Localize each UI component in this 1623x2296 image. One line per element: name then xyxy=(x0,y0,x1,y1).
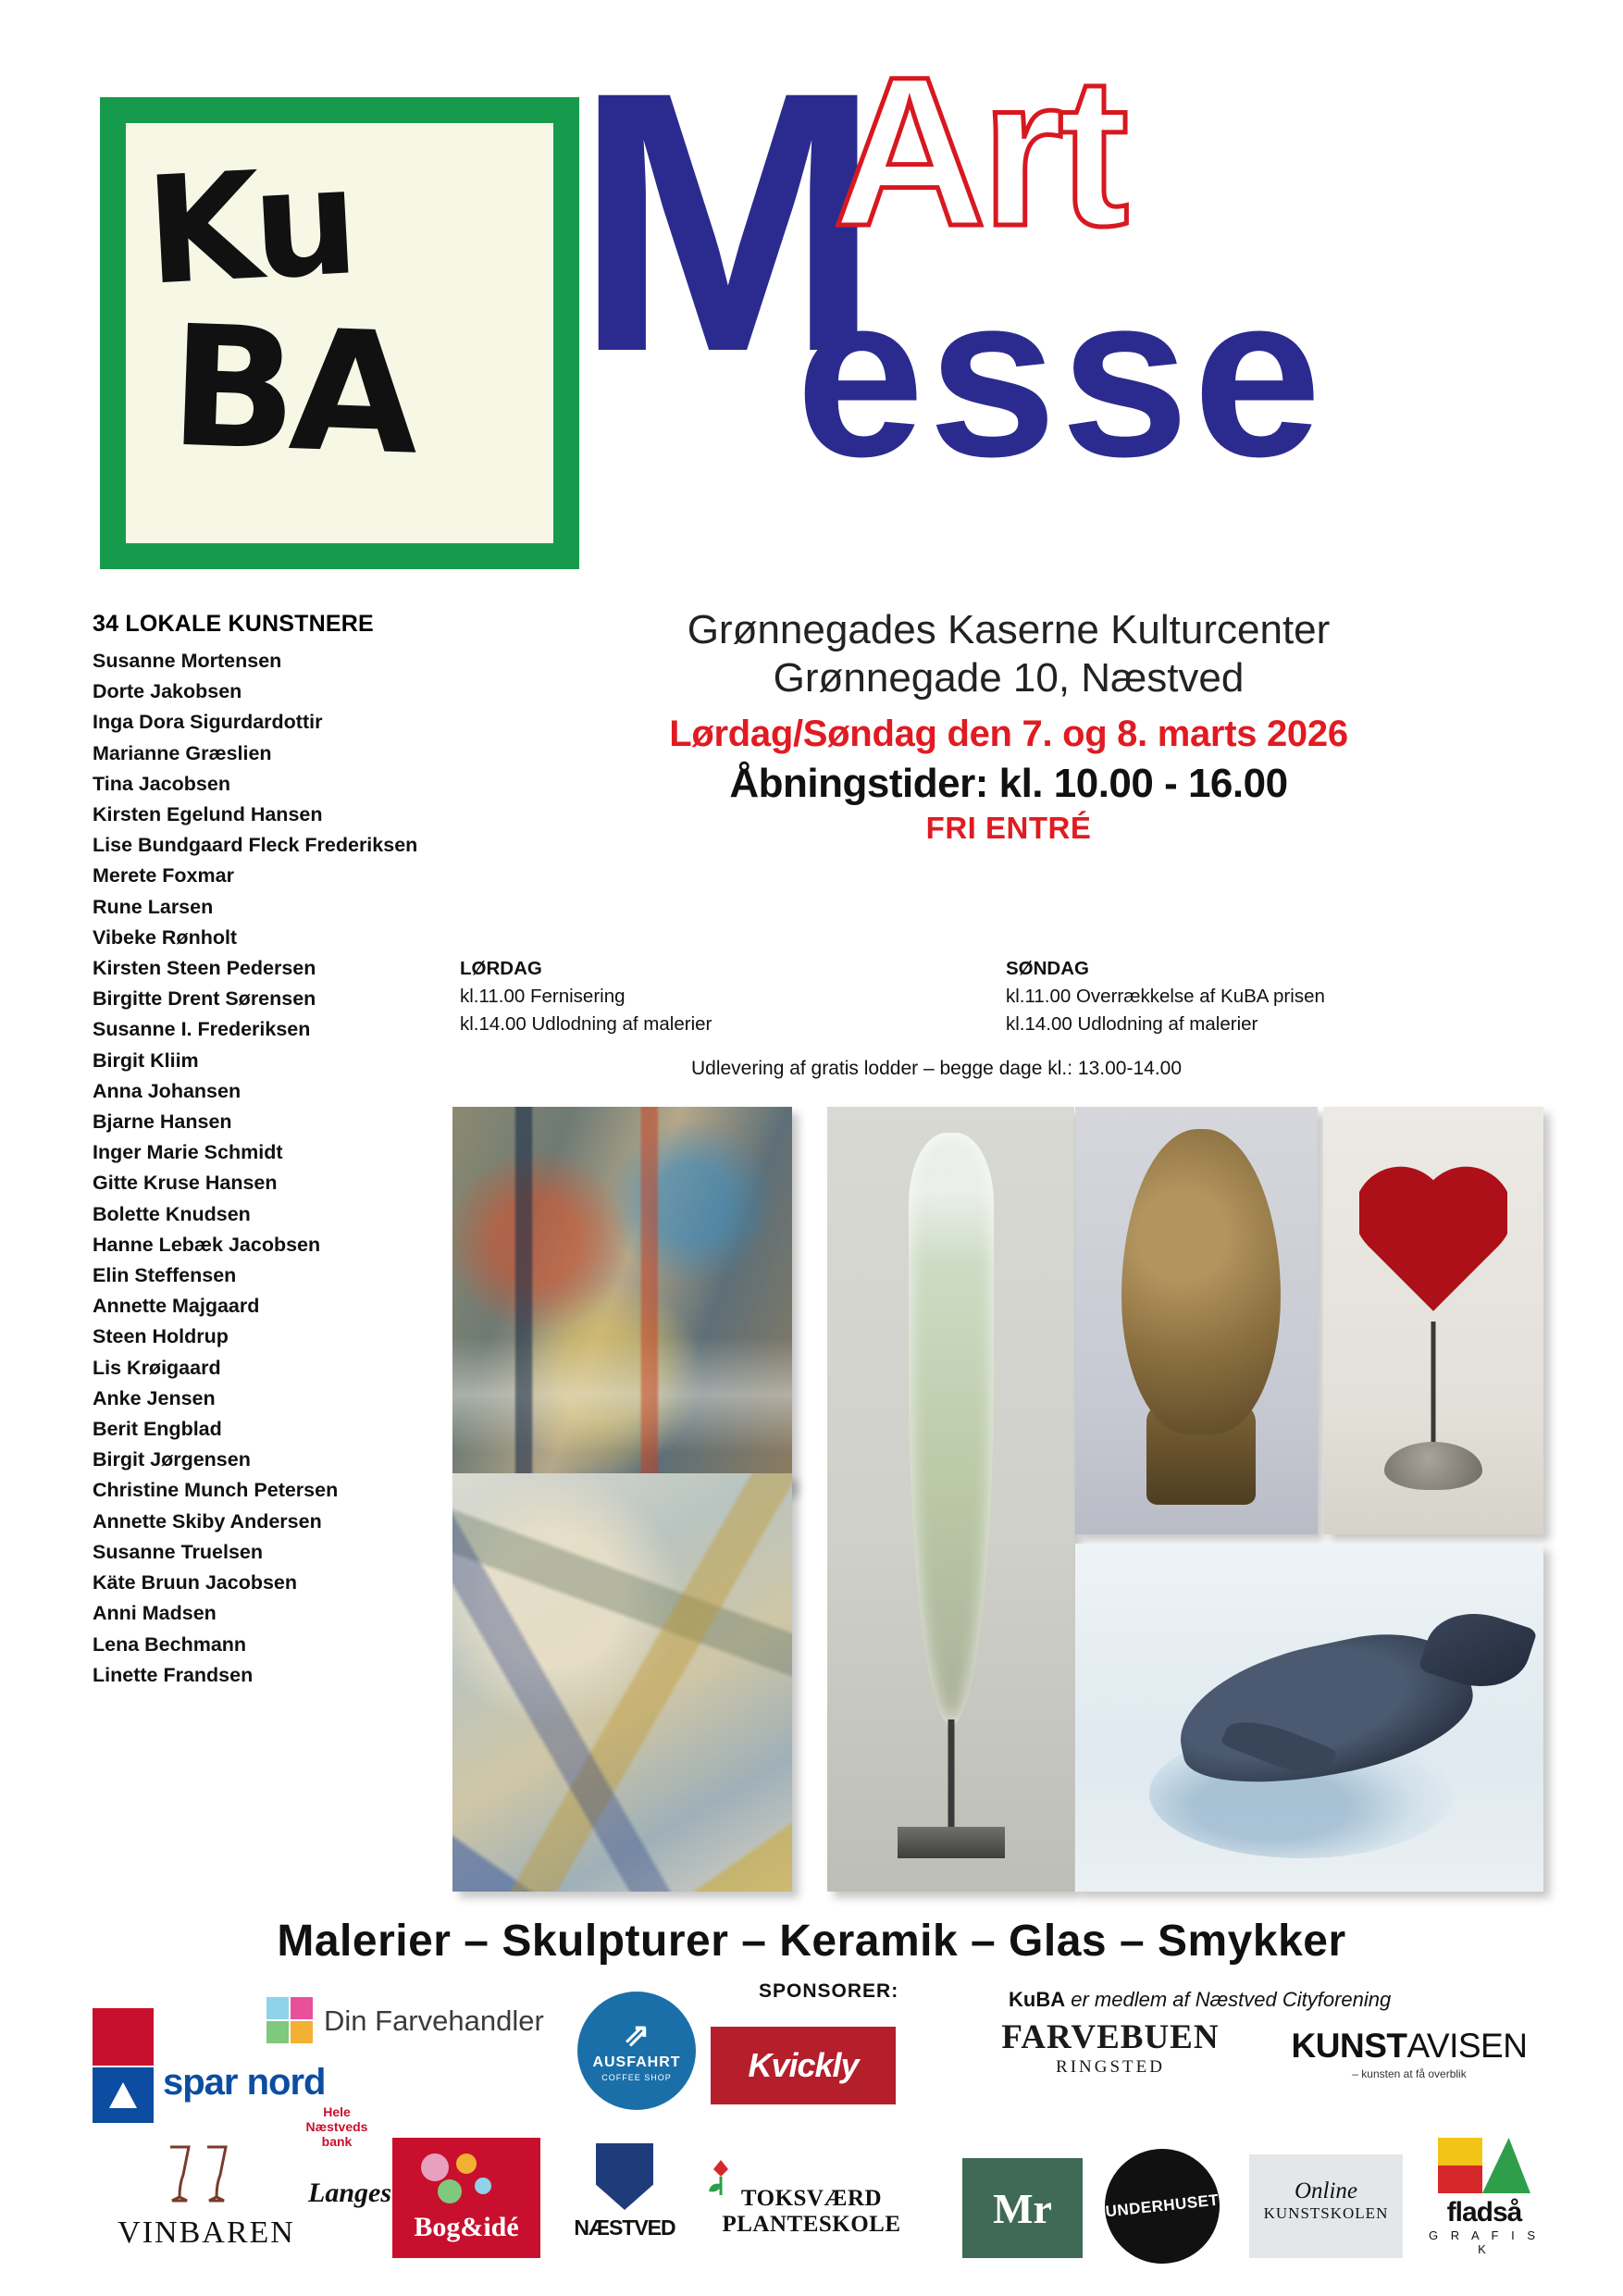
langes-wordmark: Langes xyxy=(308,2178,391,2208)
artist-name: Susanne Mortensen xyxy=(93,650,282,672)
bog-og-ide-dots-icon xyxy=(413,2153,514,2204)
ausfahrt-monogram-icon: ⇗ xyxy=(623,2017,650,2053)
artist-name: Käte Bruun Jacobsen xyxy=(93,1571,298,1595)
bog-og-ide-wordmark: Bog&idé xyxy=(414,2212,519,2242)
fladsaa-red-block xyxy=(1438,2166,1482,2193)
sponsor-logo-vinbaren xyxy=(100,2143,313,2264)
heart-stem xyxy=(1431,1322,1436,1447)
spar-nord-wordmark: spar nord xyxy=(163,2062,326,2103)
artist-name: Marianne Græslien xyxy=(93,741,272,764)
title-word-art: Art xyxy=(833,32,1124,270)
artist-list xyxy=(93,611,481,1691)
farvebuen-wordmark: FARVEBUEN xyxy=(1001,2018,1220,2056)
schedule-sunday xyxy=(1006,958,1552,1037)
artist-name: Birgit Kliim xyxy=(93,1049,199,1072)
sponsor-logo-underhuset xyxy=(1103,2147,1221,2265)
artist-name: Vibeke Rønholt xyxy=(93,925,238,949)
event-dates: Lørdag/Søndag den 7. og 8. marts 2026 xyxy=(669,713,1348,754)
schedule-saturday xyxy=(460,958,1006,1037)
artist-name: Anni Madsen xyxy=(93,1602,217,1625)
farvebuen-subtitle: RINGSTED xyxy=(1056,2057,1165,2077)
venue-block xyxy=(481,606,1536,846)
fladsaa-mark-icon xyxy=(1438,2138,1530,2195)
sponsor-logo-mr xyxy=(962,2158,1083,2258)
spar-nord-blue-square xyxy=(93,2067,154,2123)
artist-name: Inger Marie Schmidt xyxy=(93,1141,283,1164)
kuba-logo-ku: Ku xyxy=(142,134,357,318)
glass-sculpture-base xyxy=(898,1827,1005,1858)
sponsor-logo-bog-og-ide xyxy=(392,2138,540,2258)
artist-name: Inga Dora Sigurdardottir xyxy=(93,711,323,734)
farvehandler-wordmark: Din Farvehandler xyxy=(324,2004,544,2037)
tulip-svg xyxy=(705,2156,737,2197)
artist-name: Annette Skiby Andersen xyxy=(93,1509,322,1533)
sponsor-logo-din-farvehandler xyxy=(266,1992,544,2056)
artist-name: Birgitte Drent Sørensen xyxy=(93,987,316,1011)
artist-name: Kirsten Egelund Hansen xyxy=(93,803,323,826)
artist-name: Susanne Truelsen xyxy=(93,1540,264,1563)
artist-name: Lis Krøigaard xyxy=(93,1356,221,1379)
tulip-icon xyxy=(705,2156,737,2197)
kunstskolen-wordmark: KUNSTSKOLEN xyxy=(1263,2204,1389,2222)
schedule-saturday-row: kl.14.00 Udlodning af malerier xyxy=(460,1012,712,1035)
sponsor-logo-toksvaerd-planteskole xyxy=(687,2175,936,2249)
title-word-esse: esse xyxy=(796,246,1326,504)
artist-name: Annette Majgaard xyxy=(93,1295,260,1318)
kvickly-wordmark: Kvickly xyxy=(748,2046,859,2084)
kunstavisen-wordmark xyxy=(1275,2027,1543,2066)
bog-og-ide-dots-svg xyxy=(413,2153,514,2204)
fladsaa-green-triangle xyxy=(1482,2138,1530,2193)
kunstavisen-wordmark-rest: AVISEN xyxy=(1406,2027,1528,2065)
artwork-red-glass-heart-sculpture xyxy=(1323,1107,1543,1534)
sponsor-logo-kunstavisen xyxy=(1275,2027,1543,2093)
artist-name: Elin Steffensen xyxy=(93,1264,237,1287)
title-letter-m: M xyxy=(574,15,864,428)
kuba-logo-text xyxy=(126,123,553,543)
kunstavisen-tagline: – kunsten at få overblik xyxy=(1352,2067,1467,2080)
artist-name: Gitte Kruse Hansen xyxy=(93,1172,278,1195)
mr-wordmark: Mr xyxy=(993,2184,1052,2232)
artist-name: Anna Johansen xyxy=(93,1079,242,1102)
spar-nord-tagline: Hele Næstveds bank xyxy=(305,2104,368,2149)
schedule-columns xyxy=(460,958,1552,1037)
fladsaa-wordmark: fladså xyxy=(1446,2197,1522,2228)
naestved-wordmark: NÆSTVED xyxy=(574,2215,675,2240)
ausfahrt-wordmark: AUSFAHRT xyxy=(592,2054,681,2070)
sponsor-logo-ausfahrt xyxy=(574,1988,700,2114)
kuba-logo-ba: BA xyxy=(167,290,415,492)
artwork-abstract-painting-1 xyxy=(452,1107,792,1491)
artist-list-heading: 34 LOKALE KUNSTNERE xyxy=(93,611,374,637)
artist-name: Anke Jensen xyxy=(93,1386,216,1409)
artist-name: Birgit Jørgensen xyxy=(93,1448,251,1471)
artist-name: Lena Bechmann xyxy=(93,1632,247,1656)
wine-glasses-svg xyxy=(150,2143,252,2208)
farvehandler-color-squares-icon xyxy=(266,1997,315,2045)
toksvaerd-wordmark: TOKSVÆRD PLANTESKOLE xyxy=(722,2186,901,2237)
sponsor-logo-farvebuen xyxy=(981,2017,1240,2097)
artist-name: Berit Engblad xyxy=(93,1418,222,1441)
venue-name: Grønnegades Kaserne Kulturcenter xyxy=(687,607,1331,652)
sponsor-logo-kvickly xyxy=(711,2027,896,2104)
artist-name: Kirsten Steen Pedersen xyxy=(93,957,316,980)
art-categories: Malerier – Skulpturer – Keramik – Glas – Smykker xyxy=(277,1917,1346,1966)
free-entry-badge: FRI ENTRÉ xyxy=(925,810,1092,845)
heart-clip xyxy=(1359,1144,1507,1320)
fladsaa-yellow-block xyxy=(1438,2138,1482,2166)
sponsor-logo-fladsaa-grafisk xyxy=(1419,2138,1549,2260)
wine-glasses-icon xyxy=(150,2143,252,2208)
glass-sculpture-body xyxy=(909,1133,994,1725)
artist-name: Dorte Jakobsen xyxy=(93,680,242,703)
city-association-note-rest: er medlem af Næstved Cityforening xyxy=(1065,1988,1392,2011)
artwork-abstract-painting-2 xyxy=(452,1473,792,1892)
kunstskolen-script: Online xyxy=(1294,2178,1358,2203)
schedule-block xyxy=(460,958,1552,1080)
artist-name: Steen Holdrup xyxy=(93,1325,229,1348)
sponsor-logo-langes xyxy=(305,2166,394,2221)
artwork-glass-sculpture xyxy=(827,1107,1074,1892)
artist-name: Merete Foxmar xyxy=(93,864,234,887)
sponsors-label: SPONSORER: xyxy=(759,1980,899,2002)
opening-hours: Åbningstider: kl. 10.00 - 16.00 xyxy=(729,760,1288,806)
schedule-sunday-heading: SØNDAG xyxy=(1006,958,1089,979)
kuba-logo-inner xyxy=(126,123,553,543)
naestved-shield-icon xyxy=(596,2143,653,2210)
artwork-whale-watercolour xyxy=(1075,1544,1543,1892)
artist-name: Hanne Lebæk Jacobsen xyxy=(93,1233,321,1256)
artist-name: Lise Bundgaard Fleck Frederiksen xyxy=(93,834,418,857)
lottery-note: Udlevering af gratis lodder – begge dage kl.: 13.00-14.00 xyxy=(690,1058,1183,1080)
schedule-saturday-heading: LØRDAG xyxy=(460,958,542,979)
city-association-note xyxy=(1009,1988,1391,2012)
artist-name: Tina Jacobsen xyxy=(93,772,230,795)
schedule-saturday-row: kl.11.00 Fernisering xyxy=(460,986,626,1007)
kunstavisen-wordmark-bold: KUNST xyxy=(1291,2027,1407,2065)
venue-address: Grønnegade 10, Næstved xyxy=(773,654,1245,701)
ausfahrt-subtitle: COFFEE SHOP xyxy=(601,2073,672,2082)
vinbaren-wordmark: VINBAREN xyxy=(118,2215,295,2250)
schedule-sunday-row: kl.11.00 Overrækkelse af KuBA prisen xyxy=(1006,986,1325,1007)
artist-name: Bolette Knudsen xyxy=(93,1202,251,1225)
sponsor-logo-naestved-kommune xyxy=(555,2143,694,2258)
sponsor-logo-online-kunstskolen xyxy=(1249,2154,1403,2258)
bronze-head-face xyxy=(1121,1129,1281,1434)
artist-name: Linette Frandsen xyxy=(93,1663,254,1686)
city-association-note-bold: KuBA xyxy=(1009,1988,1066,2011)
glass-sculpture-stem xyxy=(948,1719,954,1831)
spar-nord-red-square xyxy=(93,2008,154,2066)
artist-name: Rune Larsen xyxy=(93,895,214,918)
artist-name: Christine Munch Petersen xyxy=(93,1479,339,1502)
ausfahrt-circle xyxy=(577,1992,696,2110)
kuba-logo xyxy=(100,97,579,569)
schedule-sunday-row: kl.14.00 Udlodning af malerier xyxy=(1006,1012,1258,1035)
heart-shape xyxy=(1368,1180,1498,1310)
fladsaa-subtitle: G R A F I S K xyxy=(1428,2228,1541,2256)
underhuset-wordmark: UNDERHUSET xyxy=(1099,2143,1225,2269)
artwork-bronze-head-sculpture xyxy=(1075,1107,1318,1534)
heart-base xyxy=(1384,1442,1482,1490)
artist-name: Bjarne Hansen xyxy=(93,1111,232,1134)
artist-name: Susanne I. Frederiksen xyxy=(93,1018,311,1041)
